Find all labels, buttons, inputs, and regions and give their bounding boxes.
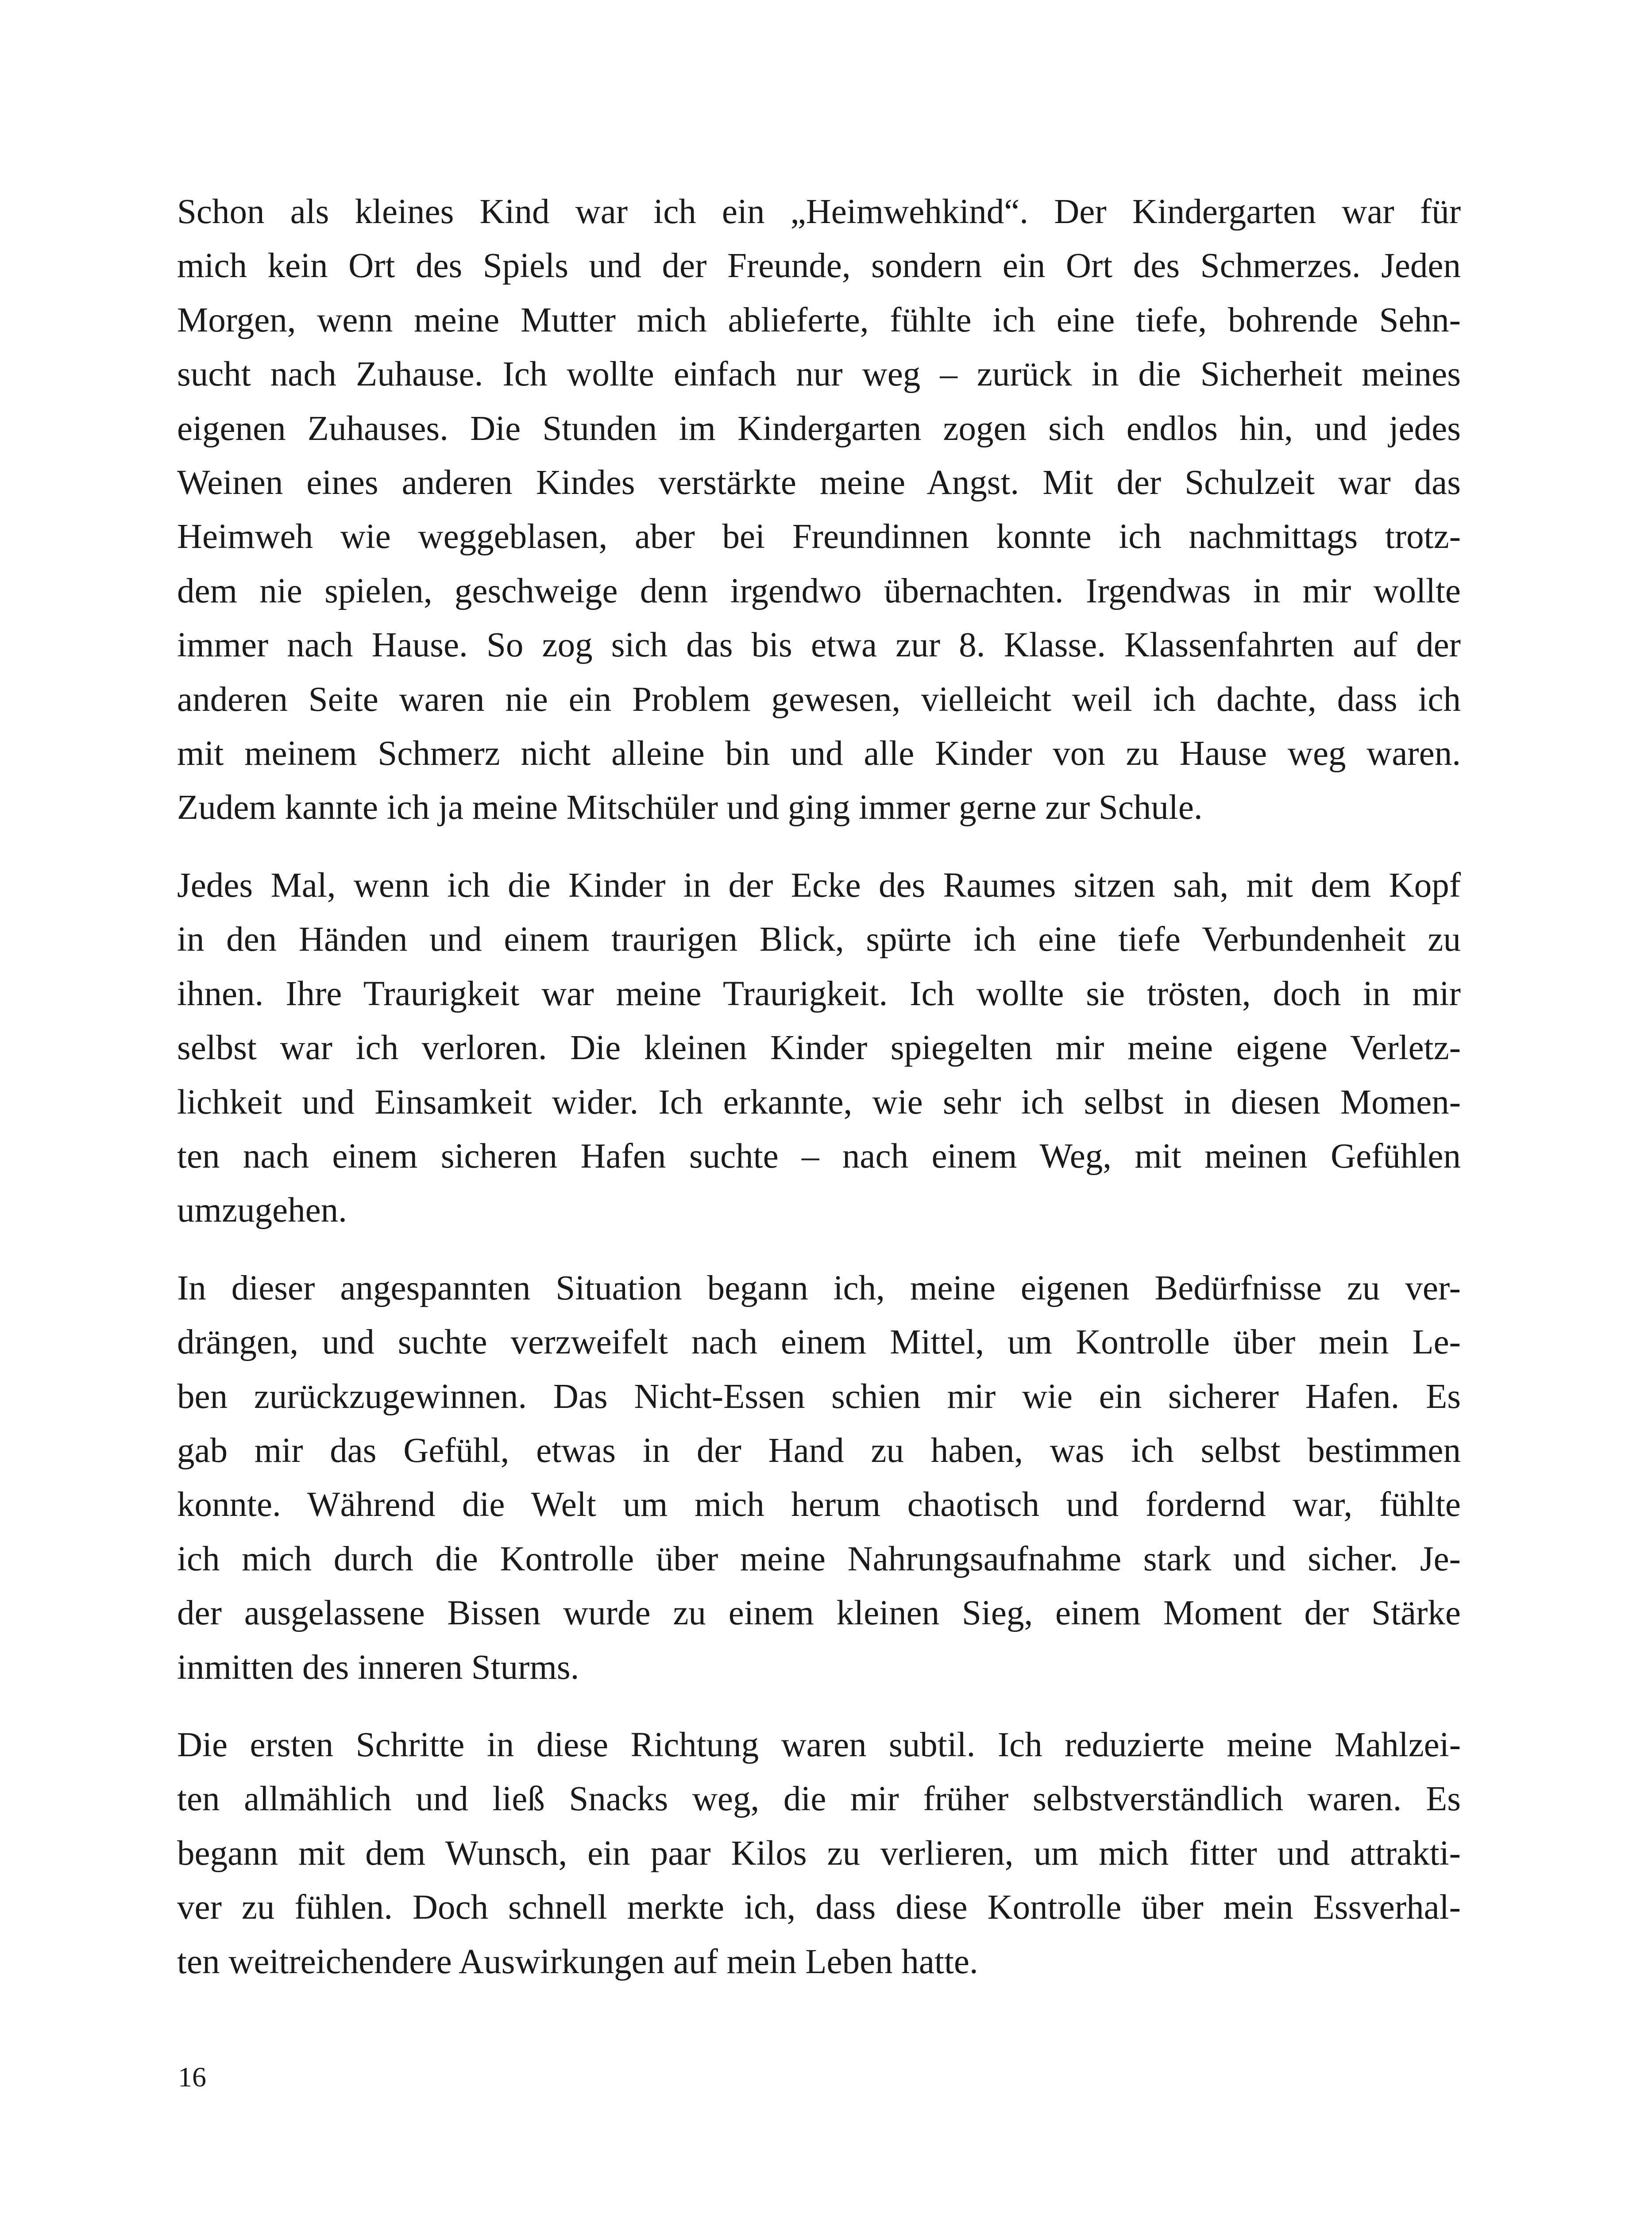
text-line: mit meinem Schmerz nicht alleine bin und alle Kinder von zu Hause weg waren. xyxy=(177,734,1461,773)
paragraph xyxy=(177,1718,1461,1989)
text-line: lichkeit und Einsamkeit wider. Ich erkannte, wie sehr ich selbst in diesen Momen- xyxy=(177,1083,1461,1122)
text-line: der ausgelassene Bissen wurde zu einem kleinen Sieg, einem Moment der Stärke xyxy=(177,1594,1461,1633)
paragraph xyxy=(177,185,1461,835)
text-line: Die ersten Schritte in diese Richtung waren subtil. Ich reduzierte meine Mahlzei- xyxy=(177,1725,1461,1764)
body-text xyxy=(177,185,1461,2013)
text-line: in den Händen und einem traurigen Blick, spürte ich eine tiefe Verbundenheit zu xyxy=(177,920,1461,959)
paragraph xyxy=(177,859,1461,1238)
text-line: In dieser angespannten Situation begann ich, meine eigenen Bedürfnisse zu ver- xyxy=(177,1268,1461,1307)
text-line: sucht nach Zuhause. Ich wollte einfach nur weg – zurück in die Sicherheit meines xyxy=(177,355,1461,394)
text-line: Morgen, wenn meine Mutter mich ablieferte, fühlte ich eine tiefe, bohrende Sehn- xyxy=(177,301,1461,339)
text-line: Zudem kannte ich ja meine Mitschüler und ging immer gerne zur Schule. xyxy=(177,788,1203,827)
paragraph xyxy=(177,1261,1461,1695)
text-line: anderen Seite waren nie ein Problem gewesen, vielleicht weil ich dachte, dass ich xyxy=(177,680,1461,719)
text-line: drängen, und suchte verzweifelt nach einem Mittel, um Kontrolle über mein Le- xyxy=(177,1323,1461,1362)
text-line: begann mit dem Wunsch, ein paar Kilos zu verlieren, um mich fitter und attrakti- xyxy=(177,1834,1461,1873)
text-line: ten weitreichendere Auswirkungen auf mein Leben hatte. xyxy=(177,1942,978,1981)
text-line: ten allmählich und ließ Snacks weg, die mir früher selbstverständlich waren. Es xyxy=(177,1780,1461,1819)
text-line: mich kein Ort des Spiels und der Freunde, sondern ein Ort des Schmerzes. Jeden xyxy=(177,247,1461,285)
text-line: ver zu fühlen. Doch schnell merkte ich, dass diese Kontrolle über mein Essverhal- xyxy=(177,1888,1461,1927)
text-line: ihnen. Ihre Traurigkeit war meine Traurigkeit. Ich wollte sie trösten, doch in mir xyxy=(177,974,1461,1013)
text-line: gab mir das Gefühl, etwas in der Hand zu haben, was ich selbst bestimmen xyxy=(177,1431,1461,1470)
text-line: immer nach Hause. So zog sich das bis etwa zur 8. Klasse. Klassenfahrten auf der xyxy=(177,626,1461,665)
text-line: dem nie spielen, geschweige denn irgendwo übernachten. Irgendwas in mir wollte xyxy=(177,571,1461,610)
text-line: Schon als kleines Kind war ich ein „Heimwehkind“. Der Kindergarten war für xyxy=(177,193,1461,231)
text-line: konnte. Während die Welt um mich herum chaotisch und fordernd war, fühlte xyxy=(177,1485,1461,1524)
text-line: Weinen eines anderen Kindes verstärkte meine Angst. Mit der Schulzeit war das xyxy=(177,463,1461,502)
text-line: inmitten des inneren Sturms. xyxy=(177,1648,579,1687)
text-line: ten nach einem sicheren Hafen suchte – nach einem Weg, mit meinen Gefühlen xyxy=(177,1137,1461,1176)
page-number: 16 xyxy=(178,2061,206,2093)
text-line: ben zurückzugewinnen. Das Nicht-Essen schien mir wie ein sicherer Hafen. Es xyxy=(177,1377,1461,1416)
text-line: Heimweh wie weggeblasen, aber bei Freundinnen konnte ich nachmittags trotz- xyxy=(177,517,1461,556)
text-line: eigenen Zuhauses. Die Stunden im Kindergarten zogen sich endlos hin, und jedes xyxy=(177,409,1461,448)
text-line: umzugehen. xyxy=(177,1191,347,1230)
text-line: selbst war ich verloren. Die kleinen Kinder spiegelten mir meine eigene Verletz- xyxy=(177,1029,1461,1068)
text-line: ich mich durch die Kontrolle über meine Nahrungsaufnahme stark und sicher. Je- xyxy=(177,1539,1461,1578)
text-line: Jedes Mal, wenn ich die Kinder in der Ecke des Raumes sitzen sah, mit dem Kopf xyxy=(177,866,1461,905)
